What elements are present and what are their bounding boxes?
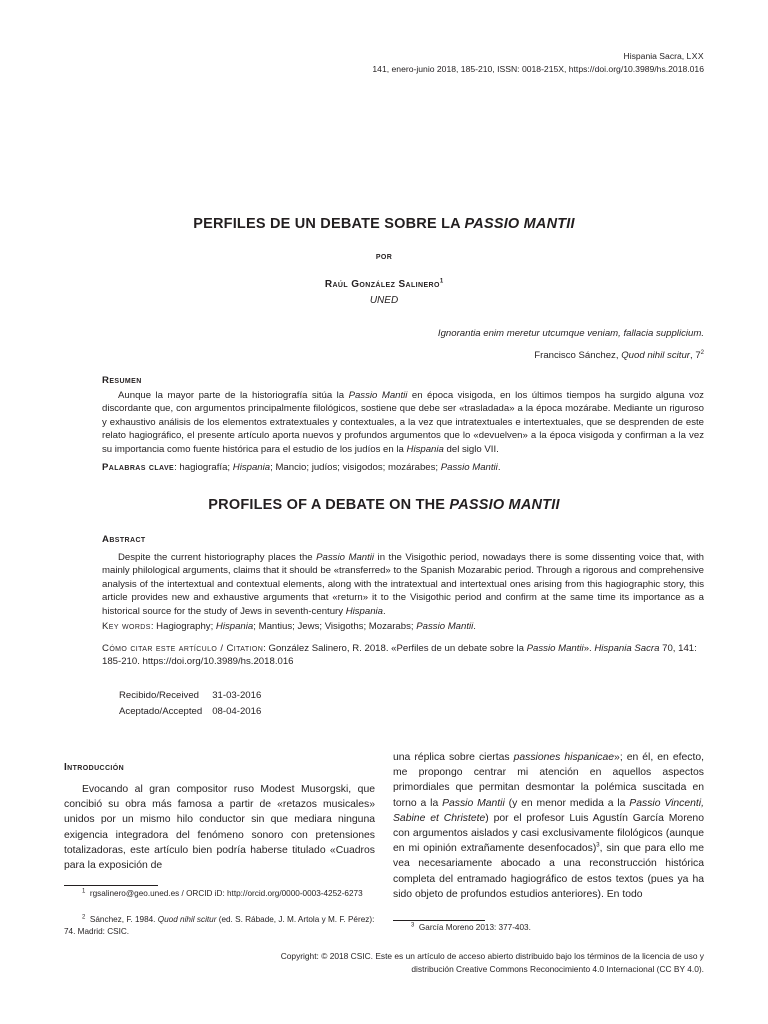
author-name: Raúl González Salinero [324,279,440,290]
epigraph-source [534,350,704,361]
footnote-3-text: García Moreno 2013: 377-403. [418,923,531,932]
citation-label: Cómo citar este artículo / Citation [102,643,264,654]
journal-name: Hispania Sacra [623,51,682,61]
author-affiliation: UNED [369,295,399,306]
epigraph-quote-text: Ignorantia enim meretur utcumque veniam, fallacia supplicium. [437,328,704,339]
accepted-row [119,704,271,720]
citation: Cómo citar este artículo / Citation: González Salinero, R. 2018. «Perfiles de un debate sobre la Passio Mantii». Hispania Sacra 70, 141: 185-210. https://doi.org/10.3989/hs.2018.016 [102,643,697,668]
journal-volume: LXX [686,51,704,61]
footnote-2-mark: 2 [82,914,86,921]
received-row [119,688,271,704]
por-label: por [375,251,393,262]
journal-issue-line: 141, enero-junio 2018, 185-210, ISSN: 0018-215X, https://doi.org/10.3989/hs.2018.016 [372,64,704,74]
abstract-text: Despite the current historiography places the Passio Mantii in the Visigothic period, nowadays there is some dissenting voice that, with mainly philological arguments, claims that it should be «transferred» to the Spanish Mozarabic period. Through a rigorous and comprehensive analysis of the intertextual and contextual elements, along with the intratextual and intertextual ones arising from this hagiographic story, this article provides new and exhaustive arguments that «return» it to the Visigothic period and confirm at the same time its importance as a historical source for the study of Jews in seventh-century Hispania. [102,552,704,617]
epigraph-footnote-mark: 2 [700,349,704,356]
footnote-1-text: rgsalinero@geo.uned.es / ORCID iD: http://orcid.org/0000-0003-4252-6273 [89,889,363,898]
key-words: Key words: Hagiography; Hispania; Mantius; Jews; Visigoths; Mozarabs; Passio Mantii. [102,621,476,632]
article-title-en [64,497,704,513]
epigraph-source-author: Francisco Sánchez, [534,350,622,361]
intro-right-column: una réplica sobre ciertas passiones hispanicae»; en él, en efecto, me propongo centrar mi atención en aquellos aspectos primordiales que permitan desmontar la polémica suscitada en torno a la Passio Mantii (y en menor medida a la Passio Vincenti, Sabine et Christete) por el profesor Luis Agustín García Moreno con argumentos aislados y casi exclusivamente filológicos (aunque en mi opinión extrañamente desenfocados)$^3$, sin que para ello me vea necesariamente abocado a una reconstrucción histórica completa del entramado hagiográfico de estos textos (pues ya ha sido objeto de profundos estudios anteriores). En todo [393,752,705,900]
epigraph-quote [438,328,704,339]
footnote-2: $^2$ Sánchez, F. 1984. Quod nihil scitur (ed. S. Rábade, J. M. Artola y M. F. Pérez): 74. Madrid: CSIC. [64,914,375,936]
accepted-date: 08-04-2016 [212,706,262,717]
footnote-3 [393,922,704,934]
author-line [64,279,704,290]
title-es-text: PERFILES DE UN DEBATE SOBRE LA [193,216,465,232]
title-en-text: PROFILES OF A DEBATE ON THE [208,497,450,513]
footnote-3-mark: 3 [411,922,415,929]
copyright-notice: Copyright: © 2018 CSIC. Este es un artículo de acceso abierto distribuido bajo los términos de la licencia de uso y distribución Creative Commons Reconocimiento 4.0 Internacional (CC BY 4.0). [280,951,704,974]
author-footnote-mark: 1 [439,278,444,285]
article-title-es [64,216,704,232]
footnote-1 [64,888,375,900]
palabras-clave-label: Palabras clave [102,462,175,473]
title-en-italic: PASSIO MANTII [449,497,560,513]
title-es-italic: PASSIO MANTII [464,216,575,232]
epigraph-source-loc: , 7 [689,350,701,361]
resumen-text: Aunque la mayor parte de la historiografía sitúa la Passio Mantii en época visigoda, en los últimos tiempos ha surgido alguna voz discordante que, con argumentos principalmente filológicos, sostiene que debe ser «trasladada» a la época mozárabe. Mediante un riguroso y exhaustivo análisis de los elementos extratextuales y contextuales, a la vez que intratextuales e intertextuales, que se desprenden de este relato hagiográfico, el presente artículo aporta nuevos y profundos argumentos que lo «devuelven» a la época visigoda y confirman a la vez su importancia como fuente histórica para el estudio de los judíos en la Hispania del siglo VII. [102,390,704,455]
footnote-1-mark: 1 [82,888,86,895]
palabras-clave: Palabras clave: hagiografía; Hispania; Mancio; judíos; visigodos; mozárabes; Passio Mantii. [102,462,501,473]
intro-left-column: Evocando al gran compositor ruso Modest Musorgski, que concibió su obra más famosa a partir de «retazos musicales» unidos por un mismo hilo conductor sin que mediara ninguna exigencia integradora del fenómeno sonoro con pretensiones totalizadoras, este artículo bien podría haberse titulado «Cuadros para la exposición de [64,784,375,872]
epigraph-source-work: Quod nihil scitur [621,350,690,361]
received-label: Recibido/Received [119,690,199,701]
intro-heading: Introducción [64,762,125,773]
received-date: 31-03-2016 [212,690,262,701]
abstract-heading: Abstract [102,534,146,545]
key-words-label: Key words [102,621,151,632]
footnote-rule-right [393,920,485,921]
resumen-heading: Resumen [102,375,142,386]
footnote-rule-left [64,885,158,886]
dates-table [119,688,271,720]
accepted-label: Aceptado/Accepted [119,706,203,717]
running-head: Hispania Sacra, LXX 141, enero-junio 2018, 185-210, ISSN: 0018-215X, https://doi.org/10.3989/hs.2018.016 [372,51,704,74]
